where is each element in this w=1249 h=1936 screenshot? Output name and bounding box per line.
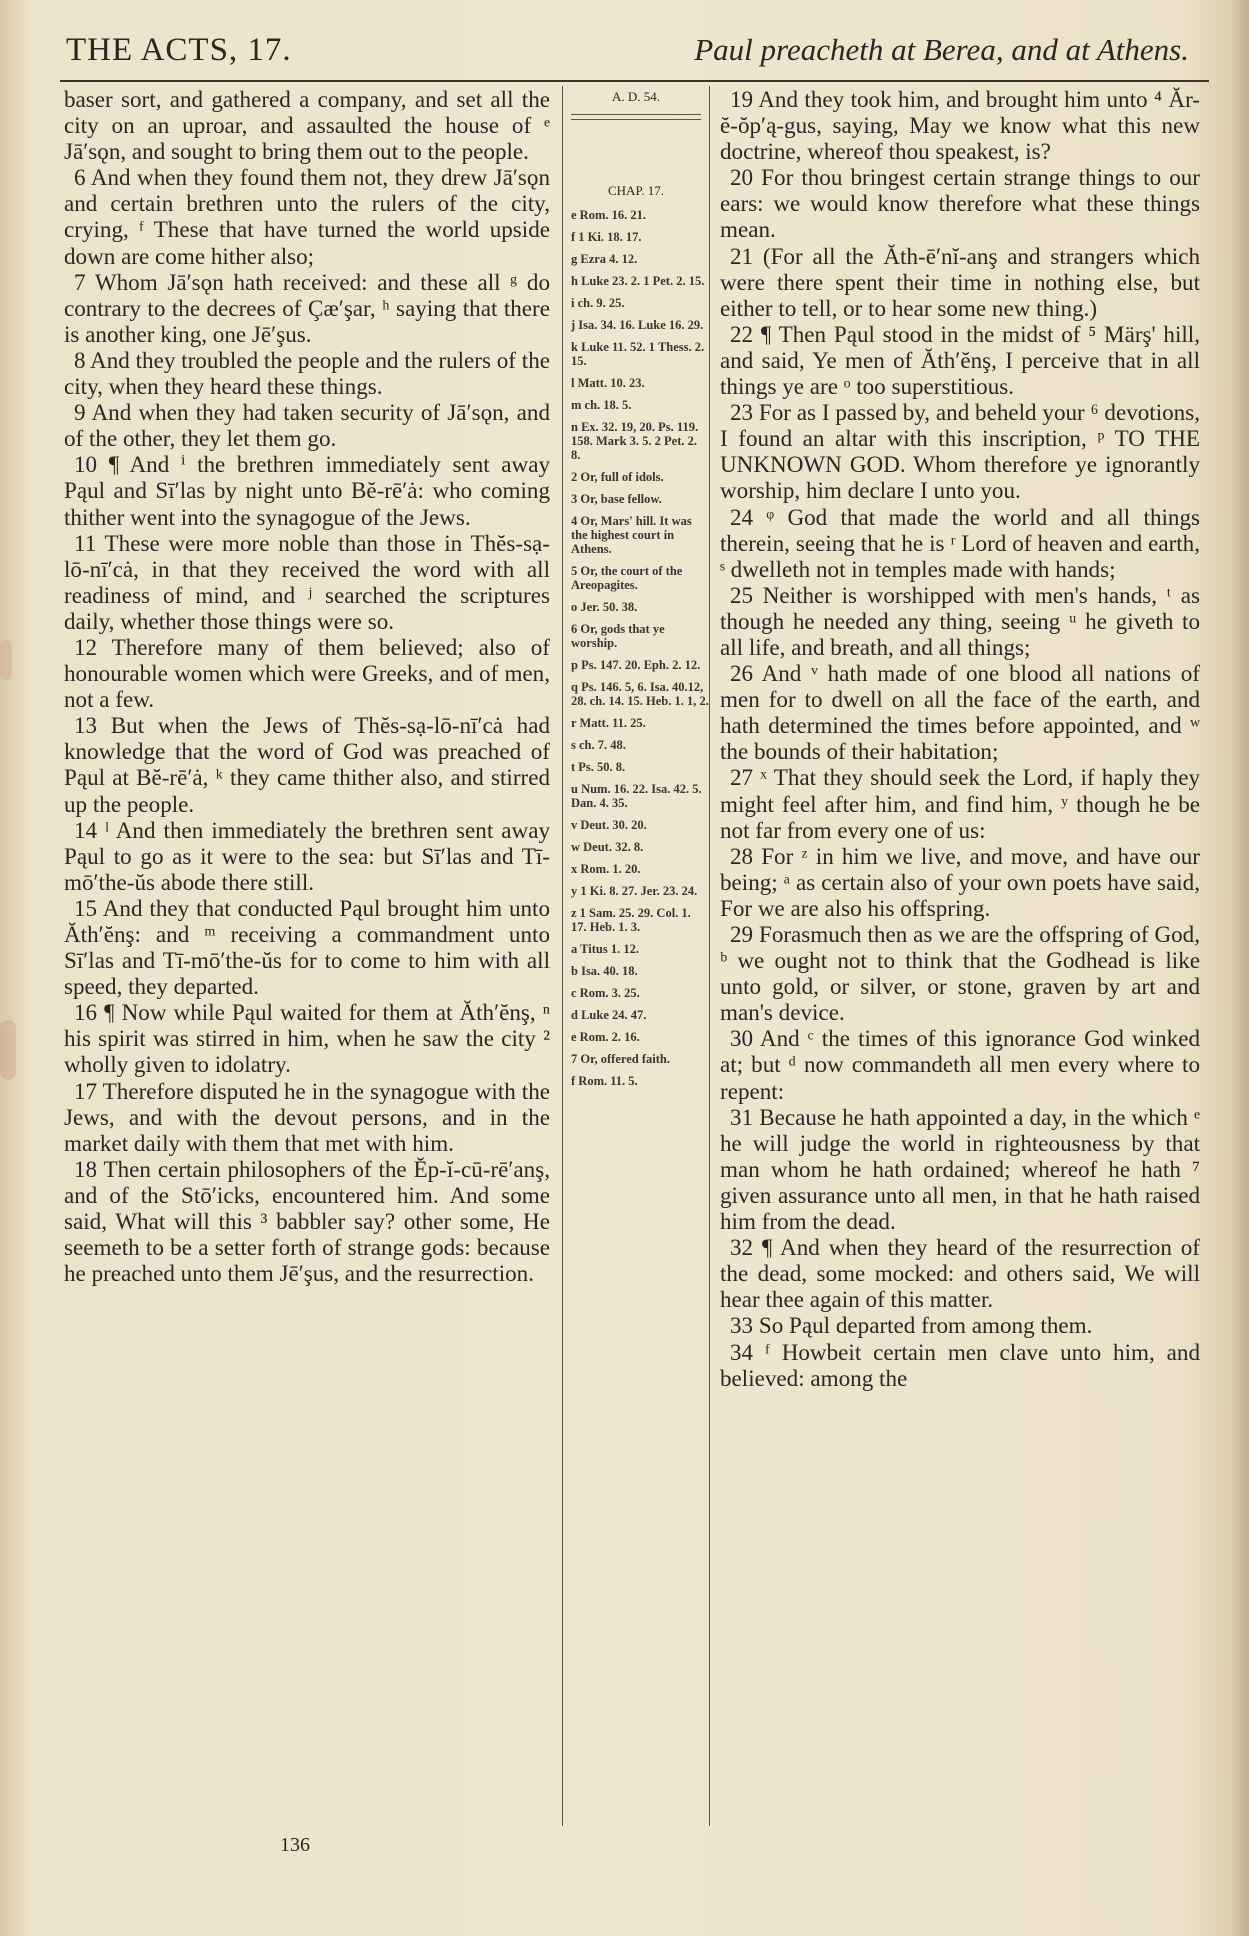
verse-paragraph: 31 Because he hath appointed a day, in the which ᵉ he will judge the world in righteousness by that man whom he hath ordained; whereof he hath ⁷ given assurance unto all men, in that he hath raised him from the dead. — [720, 1103, 1200, 1235]
verse-paragraph: 8 And they troubled the people and the rulers of the city, when they heard these things. — [64, 346, 550, 400]
verse-paragraph: 13 But when the Jews of Thĕs-sạ-lō-nī′cȧ had knowledge that the word of God was preached of Pąul at Bĕ-rē′ȧ, ᵏ they came thither also, and stirred up the people. — [64, 712, 550, 817]
verse-paragraph: 29 Forasmuch then as we are the offspring of God, ᵇ we ought not to think that the Godhead is like unto gold, or silver, or stone, graven by art and man's device. — [720, 921, 1200, 1026]
verse-paragraph: 27 ˣ That they should seek the Lord, if haply they might feel after him, and find him, ʸ though he be not far from every one of us: — [720, 764, 1200, 843]
left-text-column — [64, 86, 550, 1286]
page-header — [66, 32, 1189, 76]
cross-reference: 3 Or, base fellow. — [571, 492, 662, 506]
date-rule — [571, 114, 701, 115]
verse-paragraph: 34 ᶠ Howbeit certain men clave unto him, and believed: among the — [720, 1338, 1200, 1391]
verse-paragraph: 6 And when they found them not, they drew Jā′sǫn and certain brethren unto the rulers of the city, crying, ᶠ These that have turned the world upside down are come hither also; — [64, 164, 550, 269]
cross-reference: y 1 Ki. 8. 27. Jer. 23. 24. — [571, 884, 698, 898]
cross-reference: l Matt. 10. 23. — [571, 376, 645, 390]
cross-reference: c Rom. 3. 25. — [571, 986, 640, 1000]
cross-reference-list — [563, 208, 709, 1088]
cross-reference: x Rom. 1. 20. — [571, 862, 641, 876]
cross-reference: z 1 Sam. 25. 29. Col. 1. 17. Heb. 1. 3. — [571, 906, 691, 934]
header-rule — [60, 80, 1209, 82]
verse-paragraph: 28 For ᶻ in him we live, and move, and have our being; ᵃ as certain also of your own poets have said, For we are also his offspring. — [720, 842, 1200, 921]
verse-paragraph: 12 Therefore many of them believed; also of honourable women which were Greeks, and of men, not a few. — [64, 633, 550, 713]
page-edge-shadow — [1231, 0, 1249, 1936]
cross-reference: s ch. 7. 48. — [571, 738, 626, 752]
cross-reference: r Matt. 11. 25. — [571, 716, 646, 730]
verse-paragraph: 33 So Pąul departed from among them. — [730, 1312, 1093, 1339]
cross-reference: v Deut. 30. 20. — [571, 818, 647, 832]
verse-paragraph: 25 Neither is worshipped with men's hands, ᵗ as though he needed any thing, seeing ᵘ he giveth to all life, and breath, and all things; — [720, 581, 1200, 660]
cross-reference: m ch. 18. 5. — [571, 398, 632, 412]
date-rule — [571, 119, 701, 120]
cross-reference: f Rom. 11. 5. — [571, 1074, 638, 1088]
verse-paragraph: 26 And ᵛ hath made of one blood all nations of men for to dwell on all the face of the earth, and hath determined the times before appointed, and ʷ the bounds of their habitation; — [720, 660, 1200, 765]
cross-reference: p Ps. 147. 20. Eph. 2. 12. — [571, 658, 701, 672]
verse-paragraph: 32 ¶ And when they heard of the resurrection of the dead, some mocked: and others said, We will hear thee again of this matter. — [720, 1234, 1200, 1313]
verse-paragraph: 17 Therefore disputed he in the synagogue with the Jews, and with the devout persons, and in the market daily with them that met with him. — [64, 1077, 550, 1156]
verse-paragraph: 9 And when they had taken security of Jā′sǫn, and of the other, they let them go. — [64, 399, 550, 452]
verse-paragraph: 30 And ᶜ the times of this ignorance God winked at; but ᵈ now commandeth all men every where to repent: — [720, 1025, 1200, 1104]
cross-reference: w Deut. 32. 8. — [571, 840, 644, 854]
page-stain — [0, 640, 12, 680]
verse-paragraph: 14 ˡ And then immediately the brethren sent away Pąul to go as it were to the sea: but Sī′las and Tī-mō′the-ŭs abode there still. — [64, 816, 550, 895]
verse-paragraph: 24 ᵠ God that made the world and all things therein, seeing that he is ʳ Lord of heaven and earth, ˢ dwelleth not in temples made with hands; — [720, 503, 1200, 582]
verse-paragraph: 15 And they that conducted Pąul brought him unto Ăth′ĕnş: and ᵐ receiving a commandment unto Sī′las and Tī-mō′the-ŭs for to come to him with all speed, they departed. — [64, 894, 550, 1000]
page-number: 136 — [280, 1834, 310, 1856]
page-stain — [0, 1020, 16, 1080]
cross-reference: b Isa. 40. 18. — [571, 964, 638, 978]
cross-reference: u Num. 16. 22. Isa. 42. 5. Dan. 4. 35. — [571, 782, 702, 810]
cross-reference: 6 Or, gods that ye worship. — [571, 622, 665, 650]
verse-paragraph: 10 ¶ And ⁱ the brethren immediately sent away Pąul and Sī′las by night unto Bĕ-rē′ȧ: who coming thither went into the synagogue of the Jews. — [64, 451, 550, 530]
verse-paragraph: 23 For as I passed by, and beheld your ⁶ devotions, I found an altar with this inscription, ᵖ TO THE UNKNOWN GOD. Whom therefore ye ignorantly worship, him declare I unto you. — [720, 399, 1200, 504]
cross-reference: 2 Or, full of idols. — [571, 470, 664, 484]
cross-reference: f 1 Ki. 18. 17. — [571, 230, 642, 244]
reference-column — [562, 86, 710, 1826]
date-heading: A. D. 54. — [611, 89, 661, 104]
cross-reference: t Ps. 50. 8. — [571, 760, 626, 774]
cross-reference: k Luke 11. 52. 1 Thess. 2. 15. — [571, 340, 705, 368]
cross-reference: 5 Or, the court of the Areopagites. — [571, 564, 683, 592]
running-title-left: THE ACTS, 17. — [66, 32, 292, 68]
verse-paragraph: baser sort, and gathered a company, and set all the city on an uproar, and assaulted the house of ᵉ Jā′sǫn, and sought to bring them out to the people. — [64, 86, 550, 165]
cross-reference: 7 Or, offered faith. — [571, 1052, 670, 1066]
cross-reference: i ch. 9. 25. — [571, 296, 625, 310]
cross-reference: j Isa. 34. 16. Luke 16. 29. — [571, 318, 704, 332]
verse-paragraph: 11 These were more noble than those in Thĕs-sạ-lō-nī′cȧ, in that they received the word with all readiness of mind, and ʲ searched the scriptures daily, whether those things were so. — [64, 529, 550, 634]
verse-paragraph: 16 ¶ Now while Pąul waited for them at Ăth′ĕnş, ⁿ his spirit was stirred in him, when he saw the city ² wholly given to idolatry. — [64, 999, 550, 1078]
verse-paragraph: 18 Then certain philosophers of the Ĕp-ĭ-cū-rē′anş, and of the Stō′icks, encountered him. And some said, What will this ³ babbler say? other some, He seemeth to be a setter forth of strange gods: because he preached unto them Jē′şus, and the resurrection. — [64, 1155, 550, 1287]
verse-paragraph: 7 Whom Jā′sǫn hath received: and these all ᵍ do contrary to the decrees of Çæ′şar, ʰ saying that there is another king, one Jē′şus. — [64, 268, 550, 347]
cross-reference: e Rom. 2. 16. — [571, 1030, 640, 1044]
cross-reference: q Ps. 146. 5, 6. Isa. 40.12, 28. ch. 14. 15. Heb. 1. 1, 2. — [571, 680, 709, 708]
cross-reference: d Luke 24. 47. — [571, 1008, 647, 1022]
verse-paragraph: 21 (For all the Ăth-ē′nĭ-anş and strangers which were there spent their time in nothing else, but either to tell, or to hear some new thing.) — [720, 242, 1200, 321]
cross-reference: 4 Or, Mars' hill. It was the highest court in Athens. — [571, 514, 692, 556]
verse-paragraph: 19 And they took him, and brought him unto ⁴ Ăr-ĕ-ŏp′ą-gus, saying, May we know what this new doctrine, whereof thou speakest, is? — [720, 86, 1200, 165]
cross-reference: h Luke 23. 2. 1 Pet. 2. 15. — [571, 274, 705, 288]
cross-reference: e Rom. 16. 21. — [571, 208, 646, 222]
cross-reference: n Ex. 32. 19, 20. Ps. 119. 158. Mark 3. 5. 2 Pet. 2. 8. — [571, 420, 699, 462]
verse-paragraph: 20 For thou bringest certain strange things to our ears: we would know therefore what these things mean. — [720, 164, 1200, 243]
running-title-right: Paul preacheth at Berea, and at Athens. — [694, 32, 1189, 67]
cross-reference: o Jer. 50. 38. — [571, 600, 638, 614]
right-text-column — [720, 86, 1200, 1391]
cross-reference: a Titus 1. 12. — [571, 942, 639, 956]
cross-reference: g Ezra 4. 12. — [571, 252, 638, 266]
verse-paragraph: 22 ¶ Then Pąul stood in the midst of ⁵ Märş' hill, and said, Ye men of Ăth′ĕnş, I perceive that in all things ye are ᵒ too superstitious. — [720, 320, 1200, 400]
chapter-heading: CHAP. 17. — [608, 183, 664, 198]
